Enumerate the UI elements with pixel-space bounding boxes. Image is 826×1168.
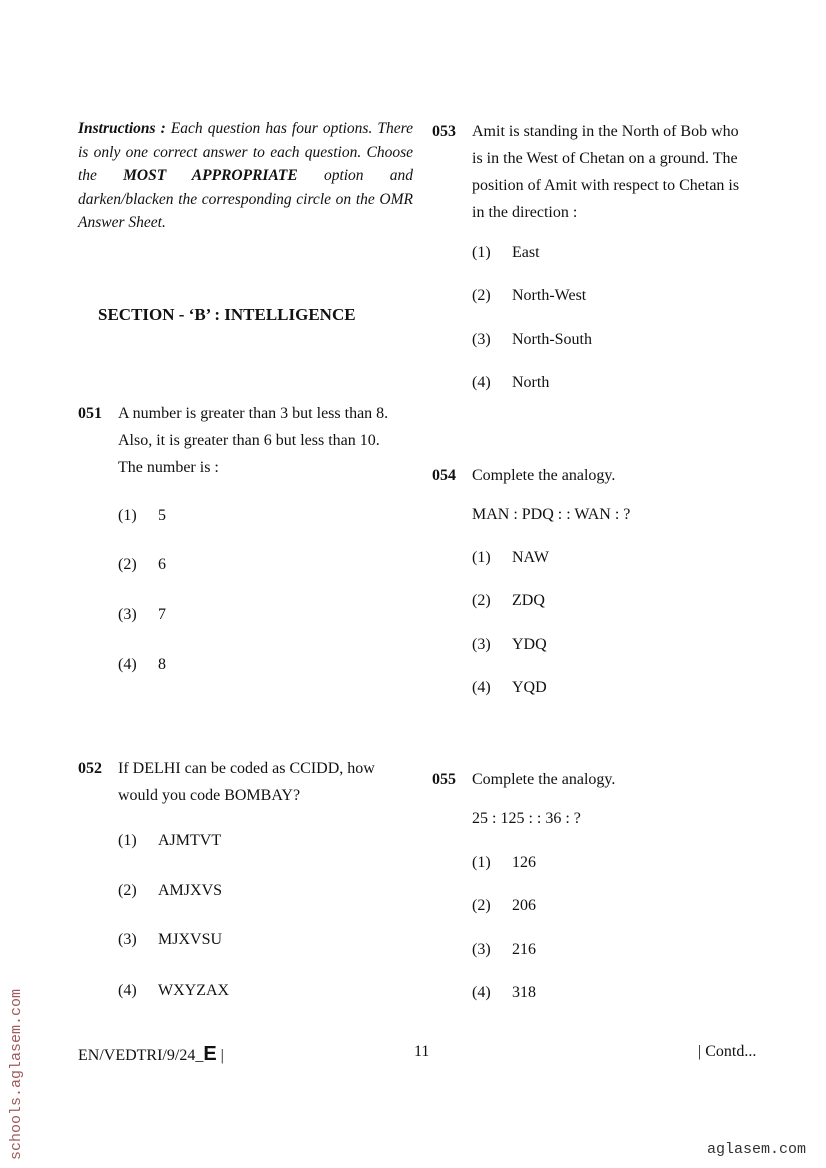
question-number: 052 [78, 760, 102, 777]
option [118, 832, 221, 850]
option-text: AMJXVS [158, 882, 223, 899]
corner-watermark: aglasem.com [706, 1141, 806, 1158]
question-text [472, 766, 615, 793]
option-text: YQD [512, 679, 547, 696]
option [472, 244, 540, 262]
option-text: 206 [512, 897, 536, 914]
question-line: The number is : [118, 459, 219, 476]
option-text: 318 [512, 984, 536, 1001]
option-text: MJXVSU [158, 931, 223, 948]
question-text [118, 755, 375, 809]
option [472, 941, 536, 959]
option-number: (2) [472, 287, 491, 304]
option [472, 549, 549, 567]
option-number: (2) [472, 897, 491, 914]
option-number: (1) [118, 507, 137, 524]
instructions-label: Instructions : [78, 120, 166, 137]
option [472, 374, 549, 392]
option-text: AJMTVT [158, 832, 222, 849]
option-number: (3) [118, 931, 137, 948]
option-text: 216 [512, 941, 536, 958]
option-number: (1) [472, 244, 491, 261]
option-text: ZDQ [512, 592, 545, 609]
option-text: 126 [512, 854, 536, 871]
option [118, 606, 166, 624]
question-text [118, 400, 388, 481]
option-text: North [512, 374, 550, 391]
question-line: Amit is standing in the North of Bob who [472, 123, 739, 140]
paper-code: EN/VEDTRI/9/24_E | [78, 1043, 224, 1065]
question-line: in the direction : [472, 204, 578, 221]
option-number: (4) [118, 656, 137, 673]
option-text: WXYZAX [158, 982, 230, 999]
option-text: NAW [512, 549, 549, 566]
option-number: (4) [472, 374, 491, 391]
option-text: YDQ [512, 636, 547, 653]
option-text: 7 [158, 606, 166, 623]
question-line: Also, it is greater than 6 but less than 10. [118, 432, 380, 449]
option-number: (3) [118, 606, 137, 623]
option [118, 882, 222, 900]
question-052 [78, 755, 423, 804]
option [118, 556, 166, 574]
question-054 [432, 462, 777, 489]
option [118, 982, 229, 1000]
option [118, 656, 166, 674]
option-text: 5 [158, 507, 166, 524]
option [118, 507, 166, 525]
option-number: (1) [472, 549, 491, 566]
option-number: (4) [118, 982, 137, 999]
question-line: A number is greater than 3 but less than 8. [118, 405, 389, 422]
option-number: (1) [472, 854, 491, 871]
option [472, 331, 592, 349]
question-number: 053 [432, 123, 456, 140]
analogy-prompt: 25 : 125 : : 36 : ? [472, 810, 581, 827]
question-text [472, 462, 615, 489]
option-number: (2) [118, 556, 137, 573]
option-number: (4) [472, 984, 491, 1001]
question-line: Complete the analogy. [472, 467, 616, 484]
question-line: position of Amit with respect to Chetan is [472, 177, 740, 194]
question-line: would you code BOMBAY? [118, 787, 301, 804]
option-text: North-West [512, 287, 587, 304]
option [472, 636, 547, 654]
option-number: (2) [472, 592, 491, 609]
question-line: If DELHI can be coded as CCIDD, how [118, 760, 375, 777]
option-text: East [512, 244, 540, 261]
question-line: Complete the analogy. [472, 771, 616, 788]
question-line: is in the West of Chetan on a ground. The [472, 150, 738, 167]
option [472, 592, 545, 610]
option-text: North-South [512, 331, 592, 348]
contd-label: | Contd... [698, 1043, 757, 1060]
option-text: 8 [158, 656, 166, 673]
option [472, 897, 536, 915]
question-number: 051 [78, 405, 102, 422]
instructions: Instructions : Each question has four options. There is only one correct answer to each question. Choose the MOST APPROPRIATE option and darken/blacken the corresponding circle on the OMR Answer Sheet. [78, 120, 413, 231]
option-number: (3) [472, 636, 491, 653]
question-051 [78, 400, 423, 476]
section-title: SECTION - ‘B’ : INTELLIGENCE [98, 305, 356, 324]
option-text: 6 [158, 556, 166, 573]
option-number: (1) [118, 832, 137, 849]
question-number: 055 [432, 771, 456, 788]
option [472, 854, 536, 872]
question-055 [432, 766, 777, 793]
option [472, 679, 547, 697]
side-watermark: schools.aglasem.com [8, 988, 25, 1160]
option [472, 984, 536, 1002]
option [118, 931, 222, 949]
question-053 [432, 118, 777, 221]
question-number: 054 [432, 467, 456, 484]
option-number: (4) [472, 679, 491, 696]
option [472, 287, 586, 305]
question-text [472, 118, 739, 226]
option-number: (3) [472, 331, 491, 348]
option-number: (2) [118, 882, 137, 899]
option-number: (3) [472, 941, 491, 958]
analogy-prompt: MAN : PDQ : : WAN : ? [472, 506, 631, 523]
page-number: 11 [414, 1043, 430, 1060]
